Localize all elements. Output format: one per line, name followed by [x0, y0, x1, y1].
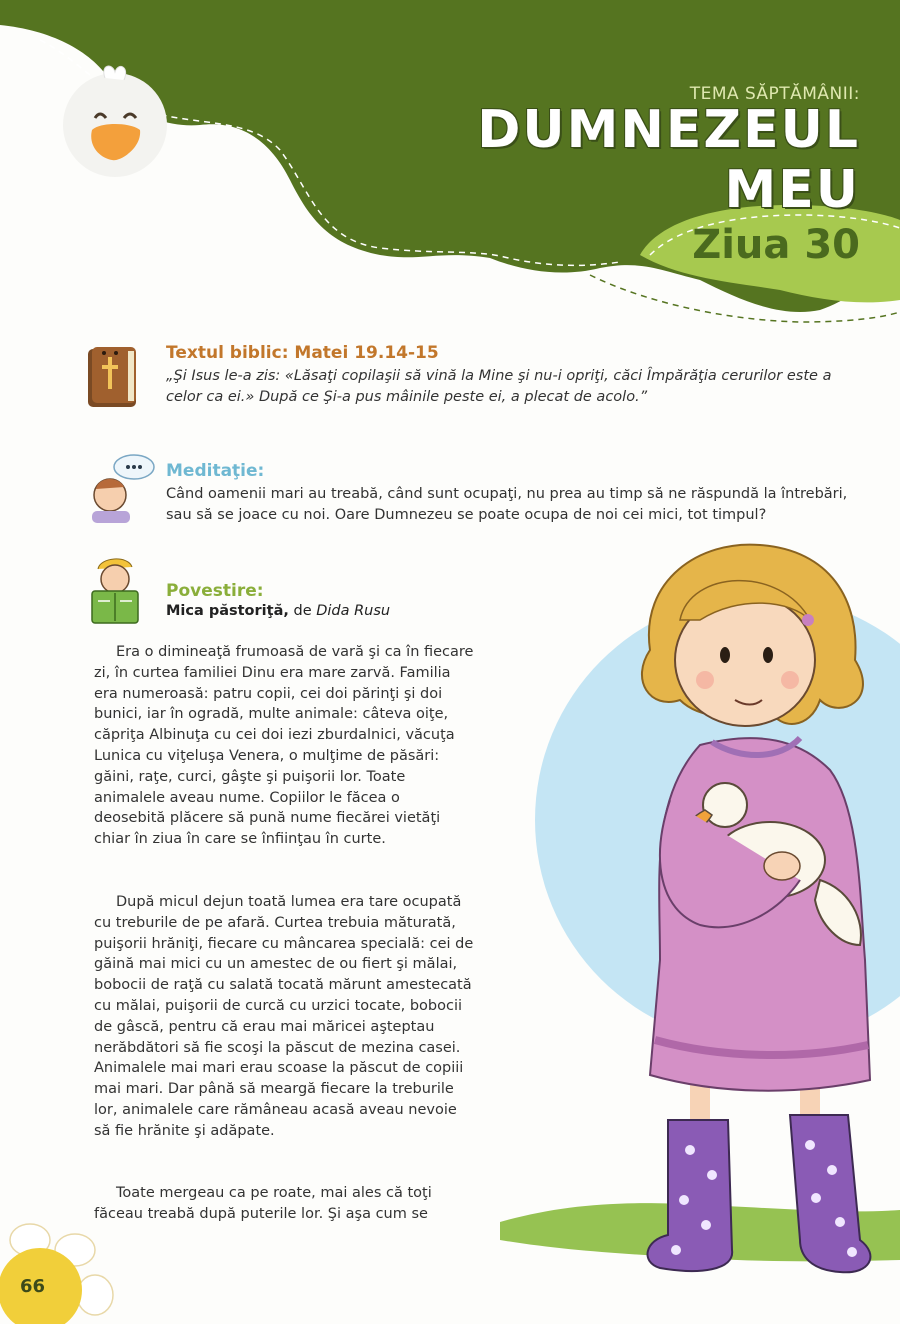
girl-holding-duckling-illustration — [642, 545, 870, 1273]
bible-section-title: Textul biblic: Matei 19.14-15 — [166, 343, 439, 363]
flower-icon — [0, 1224, 113, 1324]
bible-text: „Şi Isus le-a zis: «Lăsaţi copilaşii să vină la Mine şi nu-i opriţi, căci Împărăţia cerurilor este a celor ca ei.» După ce Şi-a pus mâinile peste ei, a plecat de acolo.” — [166, 368, 832, 405]
meditation-section-title: Meditaţie: — [166, 461, 265, 481]
page-number: 66 — [20, 1276, 46, 1297]
theme-title: DUMNEZEUL MEU — [477, 100, 860, 220]
story-paragraph-2: După micul dejun toată lumea era tare ocupată cu treburile de pe afară. Curtea trebuia măturată, puişorii hrăniţi, fiecare cu mâncarea specială: cei de găină mai mici cu un amestec de ou fiert şi mălai, bobocii de raţă cu salată tocată mărunt amestecată cu mălai, puişorii de curcă cu urzici tocate, bobocii de gâscă, pentru că erau mai măricei aşteptau nerăbdători să fie scoşi la păscut de mezina casei. Animalele mai mari erau scoase la păscut de copiii mai mari. Dar până să meargă fiecare la treburile lor, animalele care rămâneau acasă aveau nevoie să fie hrănite şi adăpate. — [94, 894, 474, 1139]
meditation-text: Când oamenii mari au treabă, când sunt ocupaţi, nu prea au timp să ne răspundă la întrebări, sau să se joace cu noi. Oare Dumnezeu se poate ocupa de noi cei mici, tot timpul? — [166, 486, 848, 523]
theme-label: TEMA SĂPTĂMÂNII: — [689, 84, 860, 104]
story-author: Dida Rusu — [316, 603, 391, 619]
bible-icon — [88, 347, 136, 407]
story-subtitle — [166, 603, 390, 619]
story-paragraph-3: Toate mergeau ca pe roate, mai ales că toţi făceau treabă după puterile lor. Şi aşa cum se — [94, 1185, 432, 1222]
thinking-child-icon — [92, 455, 154, 523]
day-label: Ziua 30 — [692, 222, 860, 268]
story-name: Mica păstoriţă, — [166, 603, 289, 619]
reading-child-icon — [92, 559, 138, 623]
story-section-title: Povestire: — [166, 581, 264, 601]
story-by: de — [293, 603, 312, 619]
story-paragraph-1: Era o dimineaţă frumoasă de vară şi ca în fiecare zi, în curtea familiei Dinu era mare zarvă. Familia era numeroasă: patru copii, cei doi părinţi şi doi bunici, iar în ogradă, multe animale: câteva oiţe, căpriţa Albinuţa cu cei doi iezi zburdalnici, văcuţa Lunica cu viţeluşa Venera, o mulţime de păsări: găini, raţe, curci, gâşte şi puişorii lor. Toate animalele aveau nume. Copiilor le făcea o deosebită plăcere să pună nume fiecărei vietăţi chiar în ziua în care se înfiinţau în curte. — [94, 644, 474, 848]
